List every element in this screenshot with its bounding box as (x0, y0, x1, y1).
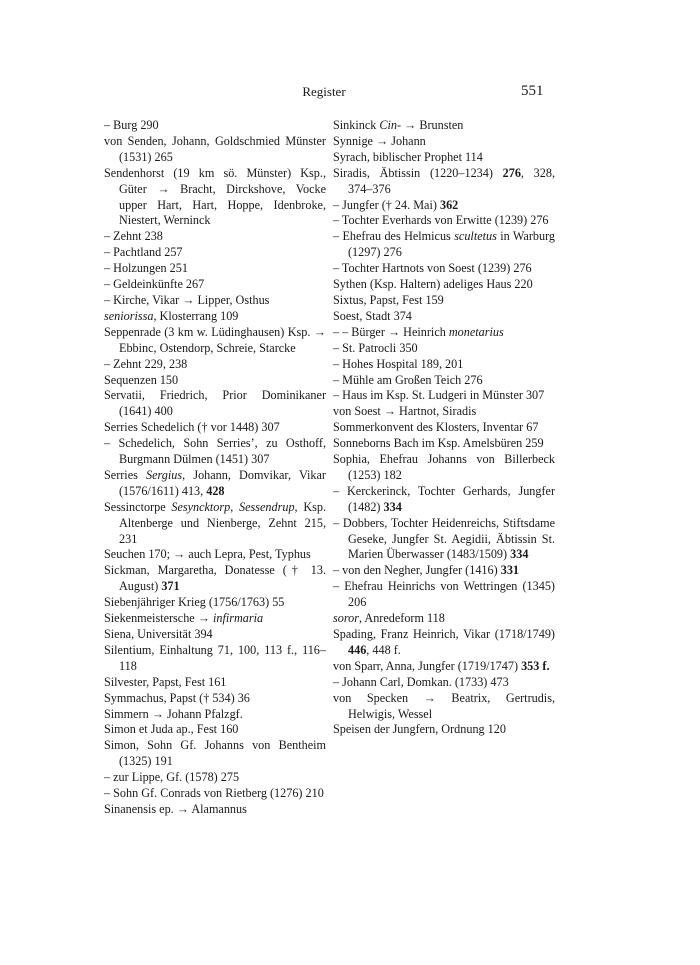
entry-text: – Tochter Everhards von Erwitte (1239) 276 (333, 213, 549, 228)
entry-text: Spading, Franz Heinrich, Vikar (1718/1749) (333, 627, 555, 641)
entry-text: scultetus (454, 229, 497, 244)
entry-text: Silentium, Einhaltung 71, 100, 113 f., 116–118 (104, 642, 326, 673)
index-entry (104, 357, 326, 373)
entry-text: Siekenmeistersche → (104, 611, 213, 626)
entry-text: – Sohn Gf. Conrads von Rietberg (1276) 210 (104, 786, 324, 801)
entry-text: 362 (439, 197, 459, 212)
index-entry (333, 198, 555, 214)
index-entry (104, 468, 326, 500)
entry-text: Sommerkonvent des Klosters, Inventar 67 (333, 420, 539, 435)
entry-text: Sinkinck (333, 118, 380, 132)
index-entry (333, 659, 555, 675)
index-entry (104, 388, 326, 420)
index-entry (104, 770, 326, 786)
entry-text: – Ehefrau des Helmicus (333, 229, 455, 244)
index-entry (104, 134, 326, 166)
entry-text: Serries Schedelich († vor 1448) 307 (104, 420, 280, 435)
index-entry (104, 675, 326, 691)
entry-text: , (230, 499, 240, 514)
index-entry (333, 277, 555, 293)
entry-text: 446 (348, 642, 367, 657)
entry-text: 276 (502, 165, 521, 180)
index-entry (104, 563, 326, 595)
entry-text: , Ksp. Altenberge und Nienberge, Zehnt 215, 231 (119, 499, 327, 546)
entry-text: – St. Patrocli 350 (333, 340, 418, 355)
entry-text: 428 (206, 483, 225, 498)
index-entry (104, 595, 326, 611)
index-entry (333, 357, 555, 373)
index-entry (333, 388, 555, 404)
entry-text: 334 (510, 547, 529, 562)
index-entry (104, 436, 326, 468)
entry-text: Speisen der Jungfern, Ordnung 120 (333, 722, 506, 737)
entry-text: – Haus im Ksp. St. Ludgeri in Münster 307 (333, 388, 545, 403)
index-entry (104, 261, 326, 277)
entry-text: – Johann Carl, Domkan. (1733) 473 (333, 674, 509, 689)
entry-text: Sinanensis ep. → Alamannus (104, 801, 247, 816)
entry-text: Simon, Sohn Gf. Johanns von Bentheim (1325) 191 (104, 738, 326, 769)
index-entry (104, 691, 326, 707)
entry-text: – zur Lippe, Gf. (1578) 275 (104, 770, 240, 785)
entry-text: von Soest → Hartnot, Siradis (333, 404, 477, 419)
index-entry (104, 722, 326, 738)
index-entry (333, 436, 555, 452)
index-entry (333, 118, 555, 134)
entry-text: , 328, 374–376 (348, 165, 556, 196)
index-entry (333, 563, 555, 579)
index-entry (104, 611, 326, 627)
entry-text: Siebenjähriger Krieg (1756/1763) 55 (104, 595, 285, 610)
index-column-left (104, 118, 326, 818)
entry-text: Sequenzen 150 (104, 372, 179, 387)
entry-text: Sessinctorpe (104, 499, 172, 514)
index-entry (104, 118, 326, 134)
entry-text: – Burg 290 (104, 118, 159, 132)
running-header: Register (302, 84, 346, 99)
index-column-right (333, 118, 555, 738)
entry-text: Sessendrup (239, 499, 295, 514)
index-entry (104, 500, 326, 548)
entry-text: Sickman, Margaretha, Donatesse († 13. August) (104, 563, 326, 594)
entry-text: seniorissa (104, 308, 154, 323)
entry-text: Synnige → Johann (333, 133, 426, 148)
entry-text: in Warburg (1297) 276 (348, 229, 555, 260)
entry-text: Symmachus, Papst († 534) 36 (104, 690, 250, 705)
entry-text: – Holzungen 251 (104, 261, 188, 276)
entry-text: Cin- (379, 118, 402, 132)
index-entry (333, 722, 555, 738)
entry-text: Sesyncktorp (171, 499, 231, 514)
index-entry (333, 579, 555, 611)
index-entry (104, 229, 326, 245)
page-number: 551 (521, 83, 544, 99)
index-entry (333, 611, 555, 627)
entry-text: Sixtus, Papst, Fest 159 (333, 292, 444, 307)
entry-text: 353 f. (521, 658, 550, 673)
index-entry (104, 738, 326, 770)
entry-text: – Zehnt 238 (104, 229, 163, 244)
index-entry (333, 229, 555, 261)
entry-text: – Kirche, Vikar → Lipper, Osthus (104, 292, 270, 307)
entry-text: Soest, Stadt 374 (333, 308, 412, 323)
entry-text: – Ehefrau Heinrichs von Wettringen (1345) 206 (333, 579, 555, 610)
index-entry (333, 627, 555, 659)
entry-text: – – Bürger → Heinrich (333, 324, 449, 339)
index-entry (333, 341, 555, 357)
entry-text: , 448 f. (366, 642, 401, 657)
entry-text: Simmern → Johann Pfalzgf. (104, 706, 243, 721)
entry-text: monetarius (448, 324, 504, 339)
index-entry (333, 134, 555, 150)
index-entry (333, 420, 555, 436)
index-entry (333, 675, 555, 691)
index-entry (333, 516, 555, 564)
entry-text: Syrach, biblischer Prophet 114 (333, 149, 483, 164)
entry-text: Sonneborns Bach im Ksp. Amelsbüren 259 (333, 436, 544, 451)
index-entry (333, 150, 555, 166)
index-entry (104, 245, 326, 261)
entry-text: soror (333, 611, 359, 626)
entry-text: – Zehnt 229, 238 (104, 356, 188, 371)
index-entry (333, 325, 555, 341)
index-entry (104, 277, 326, 293)
entry-text: Siradis, Äbtissin (1220–1234) (333, 165, 503, 180)
entry-text: – Kerckerinck, Tochter Gerhards, Jungfer (1482) (333, 483, 555, 514)
index-entry (333, 261, 555, 277)
entry-text: Serries (104, 467, 146, 482)
entry-text: infirmaria (212, 611, 264, 626)
entry-text: – Schedelich, Sohn Serries’, zu Osthoff, Burgmann Dülmen (1451) 307 (104, 436, 326, 467)
index-entry (104, 786, 326, 802)
index-entry (333, 484, 555, 516)
index-entry (104, 309, 326, 325)
entry-text: – Pachtland 257 (104, 245, 183, 260)
entry-text: Sythen (Ksp. Haltern) adeliges Haus 220 (333, 277, 533, 292)
index-entry (104, 643, 326, 675)
entry-text: – Geldeinkünfte 267 (104, 277, 205, 292)
index-entry (333, 691, 555, 723)
entry-text: – Dobbers, Tochter Heidenreichs, Stiftsdame Geseke, Jungfer St. Aegidii, Äbtissin St. Marien Überwasser (1483/1509) (333, 515, 555, 562)
entry-text: → Brunsten (401, 118, 464, 132)
entry-text: Seppenrade (3 km w. Lüdinghausen) Ksp. → Ebbinc, Ostendorp, Schreie, Starcke (104, 324, 326, 355)
entry-text: Sergius (146, 467, 183, 482)
entry-text: Siena, Universität 394 (104, 627, 213, 641)
entry-text: Servatii, Friedrich, Prior Dominikaner (1641) 400 (104, 388, 326, 419)
entry-text: Simon et Juda ap., Fest 160 (104, 722, 239, 737)
index-entry (333, 166, 555, 198)
index-entry (333, 452, 555, 484)
entry-text: Sendenhorst (19 km sö. Münster) Ksp., Güter → Bracht, Dirckshove, Vocke upper Hart, Hart, Hoppe, Idenbroke, Niestert, Werninck (104, 165, 326, 228)
entry-text: von Senden, Johann, Goldschmied Münster (1531) 265 (104, 133, 326, 164)
index-entry (333, 213, 555, 229)
index-entry (104, 802, 326, 818)
entry-text: 334 (383, 499, 402, 514)
entry-text: von Sparr, Anna, Jungfer (1719/1747) (333, 658, 522, 673)
entry-text: , Anredeform 118 (358, 611, 445, 626)
entry-text: Sophia, Ehefrau Johanns von Billerbeck (1253) 182 (333, 452, 555, 482)
entry-text: , Johann, Domvikar, Vikar (1576/1611) 413, (119, 467, 326, 498)
index-entry (333, 309, 555, 325)
index-entry (104, 325, 326, 357)
index-entry (104, 547, 326, 563)
entry-text: – von den Negher, Jungfer (1416) (333, 563, 501, 578)
index-entry (104, 707, 326, 723)
index-entry (104, 293, 326, 309)
entry-text: , Klosterrang 109 (153, 308, 239, 323)
entry-text: Silvester, Papst, Fest 161 (104, 674, 227, 689)
entry-text: 331 (500, 563, 520, 578)
entry-text: von Specken → Beatrix, Gertrudis, Helwigis, Wessel (333, 690, 555, 721)
index-entry (333, 293, 555, 309)
index-entry (104, 420, 326, 436)
index-entry (333, 373, 555, 389)
index-entry (104, 373, 326, 389)
entry-text: 371 (161, 579, 180, 594)
index-entry (104, 166, 326, 230)
index-entry (333, 404, 555, 420)
entry-text: Seuchen 170; → auch Lepra, Pest, Typhus (104, 547, 311, 562)
index-entry (104, 627, 326, 643)
entry-text: – Mühle am Großen Teich 276 (333, 372, 483, 387)
entry-text: – Jungfer († 24. Mai) (333, 197, 440, 212)
entry-text: – Hohes Hospital 189, 201 (333, 356, 464, 371)
entry-text: – Tochter Hartnots von Soest (1239) 276 (333, 261, 532, 276)
